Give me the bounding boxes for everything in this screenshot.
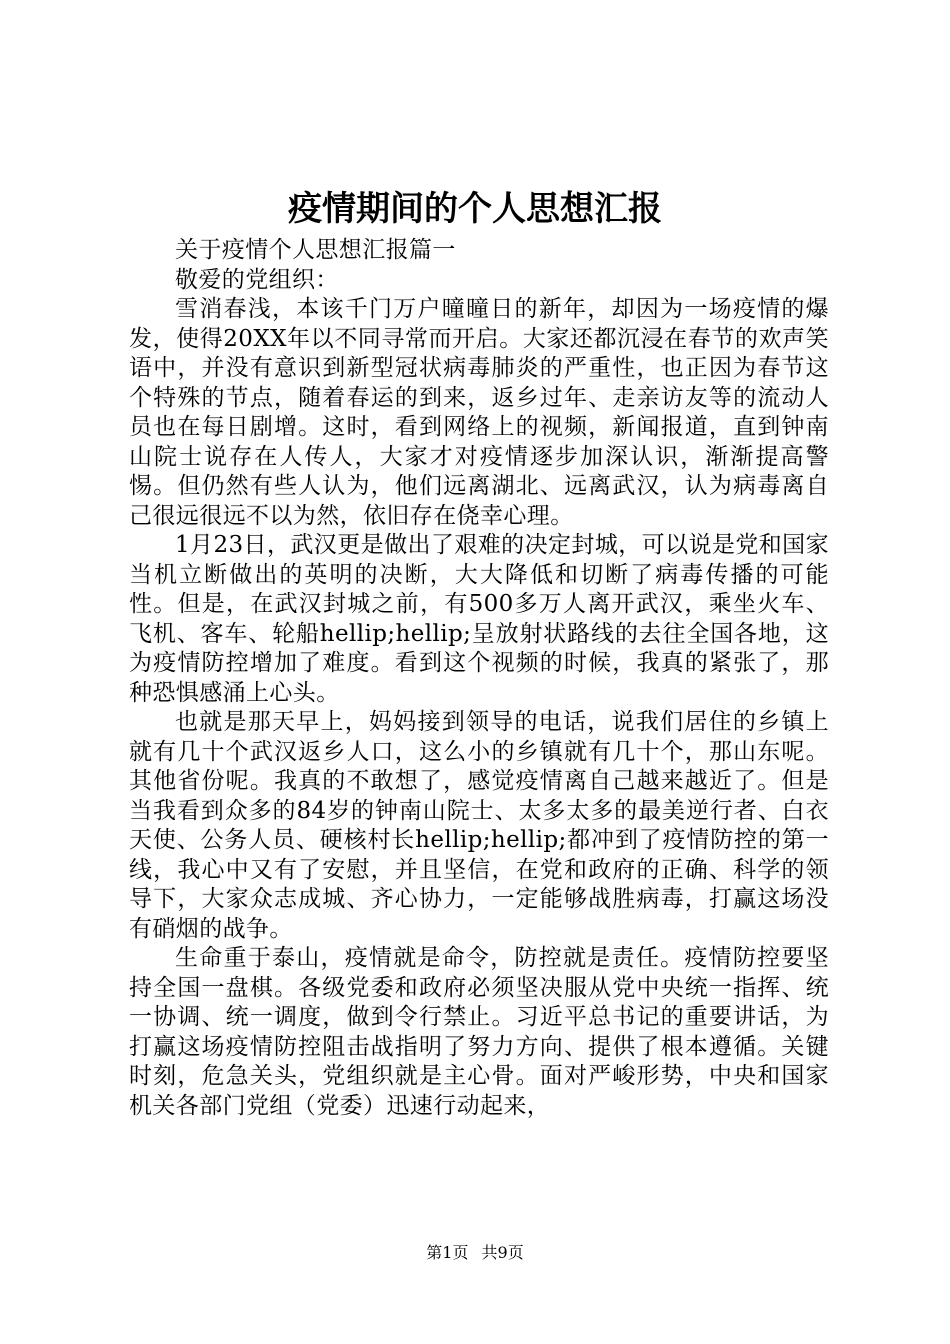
document-body [129, 236, 829, 1121]
body-paragraph: 生命重于泰山，疫情就是命令，防控就是责任。疫情防控要坚持全国一盘棋。各级党委和政府必须坚决服从党中央统一指挥、统一协调、统一调度，做到令行禁止。习近平总书记的重要讲话，为打赢这场疫情防控阻击战指明了努力方向、提供了根本遵循。关键时刻，危急关头，党组织就是主心骨。面对严峻形势，中央和国家机关各部门党组（党委）迅速行动起来， [129, 945, 829, 1119]
page-number: 第1页 [426, 1243, 469, 1262]
page-footer [0, 1243, 950, 1263]
body-paragraph: 也就是那天早上，妈妈接到领导的电话，说我们居住的乡镇上就有几十个武汉返乡人口，这么小的乡镇就有几十个，那山东呢。其他省份呢。我真的不敢想了，感觉疫情离自己越来越近了。但是当我看到众多的84岁的钟南山院士、太多太多的最美逆行者、白衣天使、公务人员、硬核村长hellip;hellip;都冲到了疫情防控的第一线，我心中又有了安慰，并且坚信，在党和政府的正确、科学的领导下，大家众志成城、齐心协力，一定能够战胜病毒，打赢这场没有硝烟的战争。 [129, 709, 829, 942]
body-paragraph: 1月23日，武汉更是做出了艰难的决定封城，可以说是党和国家当机立断做出的英明的决断，大大降低和切断了病毒传播的可能性。但是，在武汉封城之前，有500多万人离开武汉，乘坐火车、飞机、客车、轮船hellip;hellip;呈放射状路线的去往全国各地，这为疫情防控增加了难度。看到这个视频的时候，我真的紧张了，那种恐惧感涌上心头。 [129, 532, 829, 706]
salutation: 敬爱的党组织： [175, 266, 339, 293]
section-heading: 关于疫情个人思想汇报篇一 [175, 237, 456, 263]
page-total: 共9页 [481, 1243, 524, 1262]
body-paragraph: 雪消春浅，本该千门万户曈曈日的新年，却因为一场疫情的爆发，使得20XX年以不同寻常而开启。大家还都沉浸在春节的欢声笑语中，并没有意识到新型冠状病毒肺炎的严重性，也正因为春节这个特殊的节点，随着春运的到来，返乡过年、走亲访友等的流动人员也在每日剧增。这时，看到网络上的视频，新闻报道，直到钟南山院士说存在人传人，大家才对疫情逐步加深认识，渐渐提高警惕。但仍然有些人认为，他们远离湖北、远离武汉，认为病毒离自己很远很远不以为然，依旧存在侥幸心理。 [129, 296, 829, 529]
page-title: 疫情期间的个人思想汇报 [288, 189, 662, 229]
